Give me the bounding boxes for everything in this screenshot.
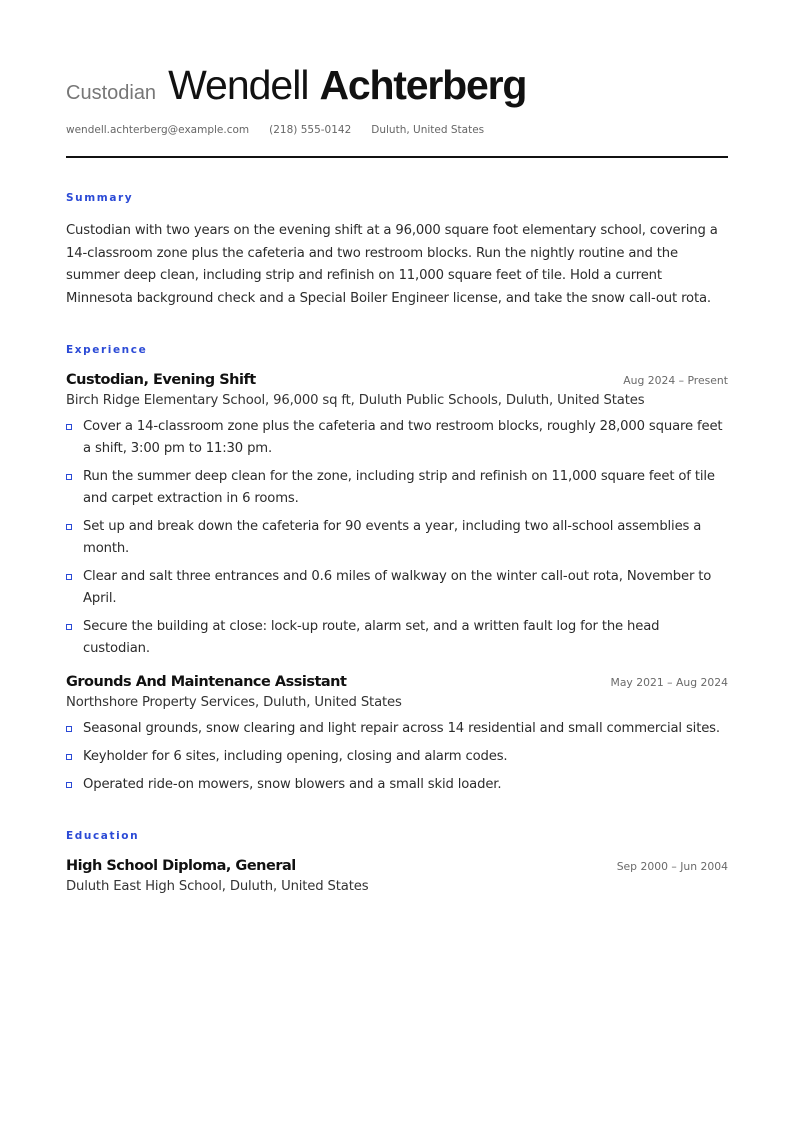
entry-header <box>66 674 728 690</box>
contact-line <box>66 124 728 136</box>
square-bullet-icon <box>66 726 72 732</box>
bullet-item <box>66 774 728 796</box>
school-name: Duluth East High School, Duluth, United States <box>66 879 369 895</box>
job-title: Custodian <box>66 82 157 104</box>
education-dates: Sep 2000 – Jun 2004 <box>616 860 728 874</box>
bullet-item <box>66 416 728 460</box>
experience-entry <box>66 372 728 660</box>
bullet-text: Run the summer deep clean for the zone, including strip and refinish on 11,000 square feet of tile and carpet extraction in 6 rooms. <box>83 469 715 507</box>
job-bullet-list <box>66 416 728 660</box>
job-employer: Northshore Property Services, Duluth, United States <box>66 695 402 711</box>
job-bullet-list <box>66 718 728 796</box>
last-name: Achterberg <box>319 62 527 108</box>
square-bullet-icon <box>66 754 72 760</box>
job-dates: May 2021 – Aug 2024 <box>610 676 728 690</box>
entry-header <box>66 858 728 874</box>
bullet-item <box>66 746 728 768</box>
square-bullet-icon <box>66 424 72 430</box>
bullet-item <box>66 566 728 610</box>
entry-header <box>66 372 728 388</box>
job-employer: Birch Ridge Elementary School, 96,000 sq ft, Duluth Public Schools, Duluth, United States <box>66 393 645 409</box>
contact-email[interactable]: wendell.achterberg@example.com <box>66 124 250 136</box>
experience-entry <box>66 674 728 796</box>
bullet-text: Secure the building at close: lock-up route, alarm set, and a written fault log for the head custodian. <box>83 619 660 657</box>
resume-header <box>66 62 728 112</box>
contact-phone[interactable]: (218) 555-0142 <box>269 124 352 136</box>
bullet-text: Set up and break down the cafeteria for 90 events a year, including two all-school assemblies a month. <box>83 519 702 557</box>
section-title-education: Education <box>66 830 140 843</box>
bullet-text: Cover a 14-classroom zone plus the cafeteria and two restroom blocks, roughly 28,000 square feet a shift, 3:00 pm to 11:30 pm. <box>83 419 723 457</box>
header-divider <box>66 156 728 158</box>
bullet-item <box>66 466 728 510</box>
degree-title: High School Diploma, General <box>66 858 296 875</box>
square-bullet-icon <box>66 474 72 480</box>
section-title-experience: Experience <box>66 344 148 357</box>
job-position-title: Custodian, Evening Shift <box>66 372 256 389</box>
square-bullet-icon <box>66 782 72 788</box>
contact-location: Duluth, United States <box>371 124 485 136</box>
bullet-item <box>66 718 728 740</box>
square-bullet-icon <box>66 524 72 530</box>
bullet-text: Keyholder for 6 sites, including opening, closing and alarm codes. <box>83 749 508 765</box>
section-title-summary: Summary <box>66 192 134 204</box>
job-position-title: Grounds And Maintenance Assistant <box>66 674 347 691</box>
first-name: Wendell <box>168 62 309 108</box>
bullet-item <box>66 616 728 660</box>
bullet-item <box>66 516 728 560</box>
bullet-text: Clear and salt three entrances and 0.6 miles of walkway on the winter call-out rota, November to April. <box>83 569 712 607</box>
square-bullet-icon <box>66 574 72 580</box>
bullet-text: Seasonal grounds, snow clearing and light repair across 14 residential and small commercial sites. <box>83 721 720 737</box>
job-dates: Aug 2024 – Present <box>623 374 728 388</box>
summary-text: Custodian with two years on the evening shift at a 96,000 square foot elementary school, covering a 14-classroom zone plus the cafeteria and two restroom blocks. Run the nightly routine and the summer deep clean, including strip and refinish on 11,000 square feet of tile. Hold a current Minnesota background check and a Special Boiler Engineer license, and take the snow call-out rota. <box>66 223 718 306</box>
education-entry <box>66 858 728 894</box>
square-bullet-icon <box>66 624 72 630</box>
bullet-text: Operated ride-on mowers, snow blowers and a small skid loader. <box>83 777 502 793</box>
